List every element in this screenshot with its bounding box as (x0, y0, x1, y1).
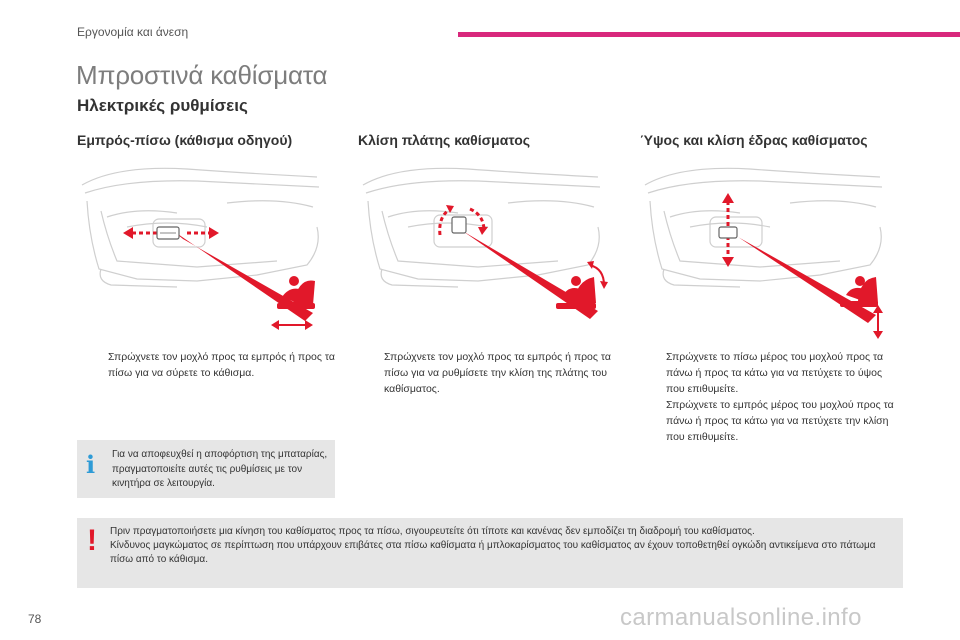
instruction-text: Σπρώχνετε τον μοχλό προς τα εμπρός ή προς τα πίσω για να σύρετε το κάθισμα. (108, 351, 335, 379)
page-subtitle: Ηλεκτρικές ρυθμίσεις (77, 96, 248, 115)
header-accent-bar (458, 32, 960, 37)
warning-icon: ! (87, 524, 97, 557)
column-heading-backrest: Κλίση πλάτης καθίσματος (358, 132, 531, 148)
column-heading-fore-aft: Εμπρός-πίσω (κάθισμα οδηγού) (77, 132, 293, 148)
section-title: Εργονομία και άνεση (77, 25, 189, 39)
list-item (644, 349, 894, 397)
column-instructions-backrest (362, 349, 612, 397)
column-heading-height-tilt: Ύψος και κλίση έδρας καθίσματος (640, 132, 868, 148)
list-item (362, 349, 612, 397)
instruction-text: Σπρώχνετε το εμπρός μέρος του μοχλού προς τα πάνω ή προς τα κάτω για να πετύχετε την κλίση που επιθυμείτε. (666, 399, 894, 443)
warning-note (77, 518, 903, 588)
warning-line: Πριν πραγματοποιήσετε μια κίνηση του καθίσματος προς τα πίσω, σιγουρευτείτε ότι τίποτε και κανένας δεν εμποδίζει τη διαδρομή του καθίσματος. (110, 526, 755, 537)
bullet-marker (86, 349, 108, 381)
list-item (86, 349, 336, 381)
list-item (644, 397, 894, 445)
warning-text (110, 525, 895, 567)
bullet-marker (362, 349, 384, 397)
info-note (77, 440, 335, 498)
seat-height-tilt-illustration (640, 157, 890, 347)
watermark: carmanualsonline.info (620, 604, 862, 631)
warning-line: Κίνδυνος μαγκώματος σε περίπτωση που υπάρχουν επιβάτες στα πίσω καθίσματα ή μπλοκαρίσματος του καθίσματος αν έχουν τοποθετηθεί ογκώδη αντικείμενα στο πάτωμα πίσω από το κάθισμα. (110, 540, 876, 565)
page-title: Μπροστινά καθίσματα (76, 60, 328, 90)
seat-backrest-tilt-illustration (358, 157, 608, 347)
instruction-text: Σπρώχνετε το πίσω μέρος του μοχλού προς τα πάνω ή προς τα κάτω για να πετύχετε το ύψος που επιθυμείτε. (666, 351, 884, 395)
bullet-marker (644, 349, 666, 397)
instruction-text: Σπρώχνετε τον μοχλό προς τα εμπρός ή προς τα πίσω για να ρυθμίσετε την κλίση της πλάτης του καθίσματος. (384, 351, 611, 395)
info-text: Για να αποφευχθεί η αποφόρτιση της μπαταρίας, πραγματοποιείτε αυτές τις ρυθμίσεις με τον κινητήρα σε λειτουργία. (112, 449, 328, 489)
seat-fore-aft-illustration (77, 157, 327, 347)
page-number: 78 (28, 612, 42, 626)
column-instructions-height-tilt (644, 349, 894, 445)
column-instructions-fore-aft (86, 349, 336, 381)
bullet-marker (644, 397, 666, 445)
info-icon: i (86, 450, 96, 479)
